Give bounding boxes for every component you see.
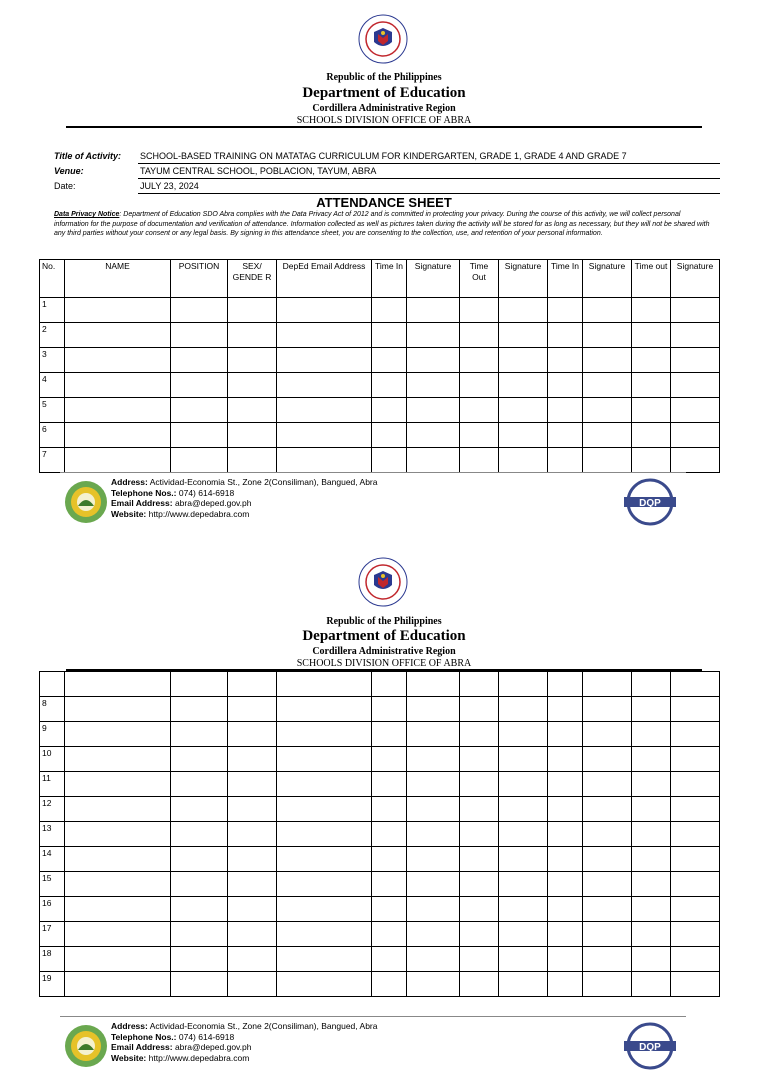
entry-cell[interactable]	[277, 772, 372, 797]
department-heading: Department of Education	[302, 628, 466, 644]
column-header: Signature	[671, 260, 720, 298]
entry-cell[interactable]	[460, 847, 499, 872]
entry-cell[interactable]	[632, 822, 671, 847]
entry-cell[interactable]	[499, 772, 548, 797]
column-header: Signature	[583, 260, 632, 298]
row-number: 14	[40, 847, 65, 872]
entry-cell[interactable]	[228, 872, 277, 897]
row-number: 2	[40, 323, 65, 348]
footer-contact	[111, 1021, 377, 1063]
privacy-notice-text: : Department of Education SDO Abra complies with the Data Privacy Act of 2012 and is committed in protecting your privacy. During the course of this activity, we will collect personal information for the purpose of documentation and verification of attendance. Information collected as well as pictures taken during the activity will be stored for as long as necessary, but they will not be shared with any third parties without your consent or any legal basis. By signing in this attendance sheet, you are consenting to the collection, use, and retention of your personal information.	[54, 211, 710, 238]
entry-cell[interactable]	[372, 772, 407, 797]
row-number: 11	[40, 772, 65, 797]
entry-cell[interactable]	[65, 972, 171, 997]
entry-cell[interactable]	[171, 722, 228, 747]
row-number: 3	[40, 348, 65, 373]
region-heading: Cordillera Administrative Region	[312, 646, 456, 657]
entry-cell[interactable]	[632, 797, 671, 822]
entry-cell[interactable]	[583, 872, 632, 897]
entry-cell[interactable]	[499, 797, 548, 822]
footer-rule	[60, 1016, 686, 1017]
entry-cell[interactable]	[171, 772, 228, 797]
entry-cell[interactable]	[65, 722, 171, 747]
entry-cell[interactable]	[583, 822, 632, 847]
entry-cell[interactable]	[632, 922, 671, 947]
row-number: 7	[40, 448, 65, 473]
entry-cell[interactable]	[499, 972, 548, 997]
row-number: 12	[40, 797, 65, 822]
row-number: 6	[40, 423, 65, 448]
footer	[0, 1016, 768, 1076]
website-label: Website:	[111, 1052, 147, 1063]
entry-cell[interactable]	[372, 797, 407, 822]
entry-cell[interactable]	[548, 697, 583, 722]
entry-cell[interactable]	[583, 722, 632, 747]
entry-cell[interactable]	[277, 722, 372, 747]
venue-label: Venue:	[54, 166, 84, 176]
entry-cell[interactable]	[548, 947, 583, 972]
entry-cell[interactable]	[65, 697, 171, 722]
table-row	[40, 747, 720, 772]
entry-cell[interactable]	[460, 672, 499, 697]
row-number: 4	[40, 373, 65, 398]
column-header: Signature	[407, 260, 460, 298]
entry-cell[interactable]	[548, 922, 583, 947]
entry-cell[interactable]	[407, 697, 460, 722]
entry-cell[interactable]	[171, 897, 228, 922]
address-label: Address:	[111, 477, 148, 487]
entry-cell[interactable]	[277, 897, 372, 922]
row-number: 18	[40, 947, 65, 972]
entry-cell[interactable]	[499, 722, 548, 747]
website-value: http://www.depedabra.com	[148, 508, 250, 519]
entry-cell[interactable]	[583, 922, 632, 947]
entry-cell[interactable]	[372, 922, 407, 947]
entry-cell[interactable]	[548, 797, 583, 822]
entry-cell[interactable]	[671, 847, 720, 872]
row-number: 19	[40, 972, 65, 997]
entry-cell[interactable]	[407, 922, 460, 947]
entry-cell[interactable]	[548, 747, 583, 772]
entry-cell[interactable]	[583, 847, 632, 872]
entry-cell[interactable]	[583, 972, 632, 997]
privacy-notice-label: Data Privacy Notice	[54, 211, 120, 218]
entry-cell[interactable]	[372, 822, 407, 847]
entry-cell[interactable]	[632, 897, 671, 922]
entry-cell[interactable]	[548, 722, 583, 747]
entry-cell[interactable]	[460, 772, 499, 797]
entry-cell[interactable]	[460, 797, 499, 822]
activity-title-value: SCHOOL-BASED TRAINING ON MATATAG CURRICULUM FOR KINDERGARTEN, GRADE 1, GRADE 4 AND GRADE 7	[138, 151, 720, 164]
entry-cell[interactable]	[548, 972, 583, 997]
entry-cell[interactable]	[671, 797, 720, 822]
entry-cell[interactable]	[407, 772, 460, 797]
entry-cell[interactable]	[277, 872, 372, 897]
row-number: 16	[40, 897, 65, 922]
phone-value: 074) 614-6918	[178, 487, 235, 498]
entry-cell[interactable]	[407, 722, 460, 747]
table-row	[40, 947, 720, 972]
entry-cell[interactable]	[671, 972, 720, 997]
entry-cell[interactable]	[460, 922, 499, 947]
attendance-sheet-title: ATTENDANCE SHEET	[316, 195, 452, 210]
entry-cell[interactable]	[583, 697, 632, 722]
table-row	[40, 722, 720, 747]
deped-seal-icon	[358, 557, 408, 607]
website-value: http://www.depedabra.com	[148, 1052, 250, 1063]
date-value: JULY 23, 2024	[138, 181, 720, 194]
entry-cell[interactable]	[548, 897, 583, 922]
entry-cell[interactable]	[277, 972, 372, 997]
entry-cell[interactable]	[171, 797, 228, 822]
entry-cell[interactable]	[460, 872, 499, 897]
date-label: Date:	[54, 181, 76, 191]
venue-value: TAYUM CENTRAL SCHOOL, POBLACION, TAYUM, ABRA	[138, 166, 720, 179]
entry-cell[interactable]	[632, 847, 671, 872]
table-row	[40, 672, 720, 697]
certification-badge-icon	[622, 1020, 678, 1072]
entry-cell[interactable]	[499, 872, 548, 897]
entry-cell[interactable]	[583, 947, 632, 972]
entry-cell[interactable]	[372, 722, 407, 747]
address-value: Actividad-Economia St., Zone 2(Consiliman), Bangued, Abra	[149, 477, 378, 487]
entry-cell[interactable]	[548, 847, 583, 872]
entry-cell[interactable]	[460, 822, 499, 847]
entry-cell[interactable]	[671, 897, 720, 922]
entry-cell[interactable]	[407, 822, 460, 847]
certification-badge-text: DQP	[639, 1042, 661, 1053]
entry-cell[interactable]	[171, 747, 228, 772]
entry-cell[interactable]	[372, 847, 407, 872]
row-number: 17	[40, 922, 65, 947]
column-header: POSITION	[171, 260, 228, 298]
address-label: Address:	[111, 1021, 148, 1031]
entry-cell[interactable]	[407, 747, 460, 772]
entry-cell[interactable]	[583, 747, 632, 772]
table-row	[40, 822, 720, 847]
entry-cell[interactable]	[407, 672, 460, 697]
entry-cell[interactable]	[583, 772, 632, 797]
entry-cell[interactable]	[671, 747, 720, 772]
entry-cell[interactable]	[372, 972, 407, 997]
entry-cell[interactable]	[65, 922, 171, 947]
entry-cell[interactable]	[671, 672, 720, 697]
entry-cell[interactable]	[171, 922, 228, 947]
entry-cell[interactable]	[277, 672, 372, 697]
entry-cell[interactable]	[277, 822, 372, 847]
entry-cell[interactable]	[171, 947, 228, 972]
entry-cell[interactable]	[499, 922, 548, 947]
entry-cell[interactable]	[671, 947, 720, 972]
entry-cell[interactable]	[407, 947, 460, 972]
column-header: Time out	[632, 260, 671, 298]
entry-cell[interactable]	[171, 822, 228, 847]
entry-cell[interactable]	[548, 772, 583, 797]
entry-cell[interactable]	[171, 672, 228, 697]
entry-cell[interactable]	[372, 872, 407, 897]
entry-cell[interactable]	[228, 772, 277, 797]
entry-cell[interactable]	[499, 947, 548, 972]
entry-cell[interactable]	[632, 697, 671, 722]
division-heading: SCHOOLS DIVISION OFFICE OF ABRA	[296, 658, 472, 669]
entry-cell[interactable]	[228, 947, 277, 972]
entry-cell[interactable]	[407, 797, 460, 822]
column-header: NAME	[65, 260, 171, 298]
entry-cell[interactable]	[632, 722, 671, 747]
entry-cell[interactable]	[671, 822, 720, 847]
entry-cell[interactable]	[65, 872, 171, 897]
entry-cell[interactable]	[407, 897, 460, 922]
entry-cell[interactable]	[65, 947, 171, 972]
entry-cell[interactable]	[499, 747, 548, 772]
row-number: 10	[40, 747, 65, 772]
entry-cell[interactable]	[407, 847, 460, 872]
entry-cell[interactable]	[499, 672, 548, 697]
entry-cell[interactable]	[277, 797, 372, 822]
entry-cell[interactable]	[65, 747, 171, 772]
entry-cell[interactable]	[632, 972, 671, 997]
entry-cell[interactable]	[171, 972, 228, 997]
address-value: Actividad-Economia St., Zone 2(Consiliman), Bangued, Abra	[149, 1021, 378, 1031]
column-header: No.	[40, 260, 65, 298]
entry-cell[interactable]	[671, 697, 720, 722]
entry-cell[interactable]	[460, 897, 499, 922]
entry-cell[interactable]	[277, 697, 372, 722]
entry-cell[interactable]	[171, 847, 228, 872]
entry-cell[interactable]	[65, 847, 171, 872]
table-row	[40, 972, 720, 997]
row-number: 15	[40, 872, 65, 897]
table-row	[40, 797, 720, 822]
entry-cell[interactable]	[583, 897, 632, 922]
entry-cell[interactable]	[499, 822, 548, 847]
column-header: Time In	[548, 260, 583, 298]
entry-cell[interactable]	[407, 972, 460, 997]
email-value: abra@deped.gov.ph	[174, 498, 252, 508]
column-header: Time In	[372, 260, 407, 298]
sdo-abra-logo-icon	[64, 1024, 108, 1068]
entry-cell[interactable]	[632, 947, 671, 972]
row-number	[40, 672, 65, 697]
table-row	[40, 772, 720, 797]
table-row	[40, 897, 720, 922]
entry-cell[interactable]	[228, 797, 277, 822]
entry-cell[interactable]	[372, 747, 407, 772]
entry-cell[interactable]	[632, 672, 671, 697]
table-row	[40, 922, 720, 947]
entry-cell[interactable]	[671, 772, 720, 797]
row-number: 13	[40, 822, 65, 847]
entry-cell[interactable]	[548, 872, 583, 897]
entry-cell[interactable]	[228, 972, 277, 997]
department-heading: Department of Education	[302, 85, 466, 101]
entry-cell[interactable]	[548, 822, 583, 847]
entry-cell[interactable]	[228, 672, 277, 697]
entry-cell[interactable]	[583, 672, 632, 697]
entry-cell[interactable]	[632, 747, 671, 772]
row-number: 1	[40, 298, 65, 323]
entry-cell[interactable]	[65, 897, 171, 922]
attendance-table-continued	[39, 671, 720, 997]
entry-cell[interactable]	[228, 922, 277, 947]
website-label: Website:	[111, 508, 147, 519]
entry-cell[interactable]	[277, 747, 372, 772]
entry-cell[interactable]	[548, 672, 583, 697]
republic-heading: Republic of the Philippines	[326, 616, 442, 627]
entry-cell[interactable]	[671, 872, 720, 897]
email-label: Email Address:	[111, 1042, 173, 1052]
entry-cell[interactable]	[407, 872, 460, 897]
entry-cell[interactable]	[228, 847, 277, 872]
entry-cell[interactable]	[277, 922, 372, 947]
entry-cell[interactable]	[632, 872, 671, 897]
entry-cell[interactable]	[460, 722, 499, 747]
column-header: Time Out	[460, 260, 499, 298]
entry-cell[interactable]	[171, 697, 228, 722]
entry-cell[interactable]	[228, 897, 277, 922]
table-row	[40, 697, 720, 722]
entry-cell[interactable]	[65, 672, 171, 697]
entry-cell[interactable]	[499, 847, 548, 872]
table-row	[40, 872, 720, 897]
entry-cell[interactable]	[65, 772, 171, 797]
entry-cell[interactable]	[460, 972, 499, 997]
certification-badge-text: DQP	[639, 498, 661, 509]
entry-cell[interactable]	[372, 897, 407, 922]
entry-cell[interactable]	[671, 922, 720, 947]
entry-cell[interactable]	[277, 947, 372, 972]
entry-cell[interactable]	[499, 897, 548, 922]
row-number: 5	[40, 398, 65, 423]
phone-label: Telephone Nos.:	[111, 487, 177, 498]
entry-cell[interactable]	[583, 797, 632, 822]
entry-cell[interactable]	[65, 822, 171, 847]
entry-cell[interactable]	[228, 722, 277, 747]
entry-cell[interactable]	[499, 697, 548, 722]
entry-cell[interactable]	[228, 697, 277, 722]
email-value: abra@deped.gov.ph	[174, 1042, 252, 1052]
entry-cell[interactable]	[65, 797, 171, 822]
row-number: 9	[40, 722, 65, 747]
phone-label: Telephone Nos.:	[111, 1031, 177, 1042]
entry-cell[interactable]	[228, 822, 277, 847]
entry-cell[interactable]	[460, 947, 499, 972]
entry-cell[interactable]	[460, 697, 499, 722]
entry-cell[interactable]	[228, 747, 277, 772]
table-row	[40, 847, 720, 872]
column-header: SEX/ GENDE R	[228, 260, 277, 298]
entry-cell[interactable]	[632, 772, 671, 797]
phone-value: 074) 614-6918	[178, 1031, 235, 1042]
activity-title-label: Title of Activity:	[54, 151, 122, 161]
entry-cell[interactable]	[372, 697, 407, 722]
email-label: Email Address:	[111, 498, 173, 508]
entry-cell[interactable]	[372, 672, 407, 697]
column-header: DepEd Email Address	[277, 260, 372, 298]
entry-cell[interactable]	[671, 722, 720, 747]
entry-cell[interactable]	[171, 872, 228, 897]
republic-heading: Republic of the Philippines	[326, 72, 442, 83]
division-heading: SCHOOLS DIVISION OFFICE OF ABRA	[296, 115, 472, 126]
entry-cell[interactable]	[277, 847, 372, 872]
entry-cell[interactable]	[372, 947, 407, 972]
column-header: Signature	[499, 260, 548, 298]
entry-cell[interactable]	[460, 747, 499, 772]
row-number: 8	[40, 697, 65, 722]
region-heading: Cordillera Administrative Region	[312, 103, 456, 114]
